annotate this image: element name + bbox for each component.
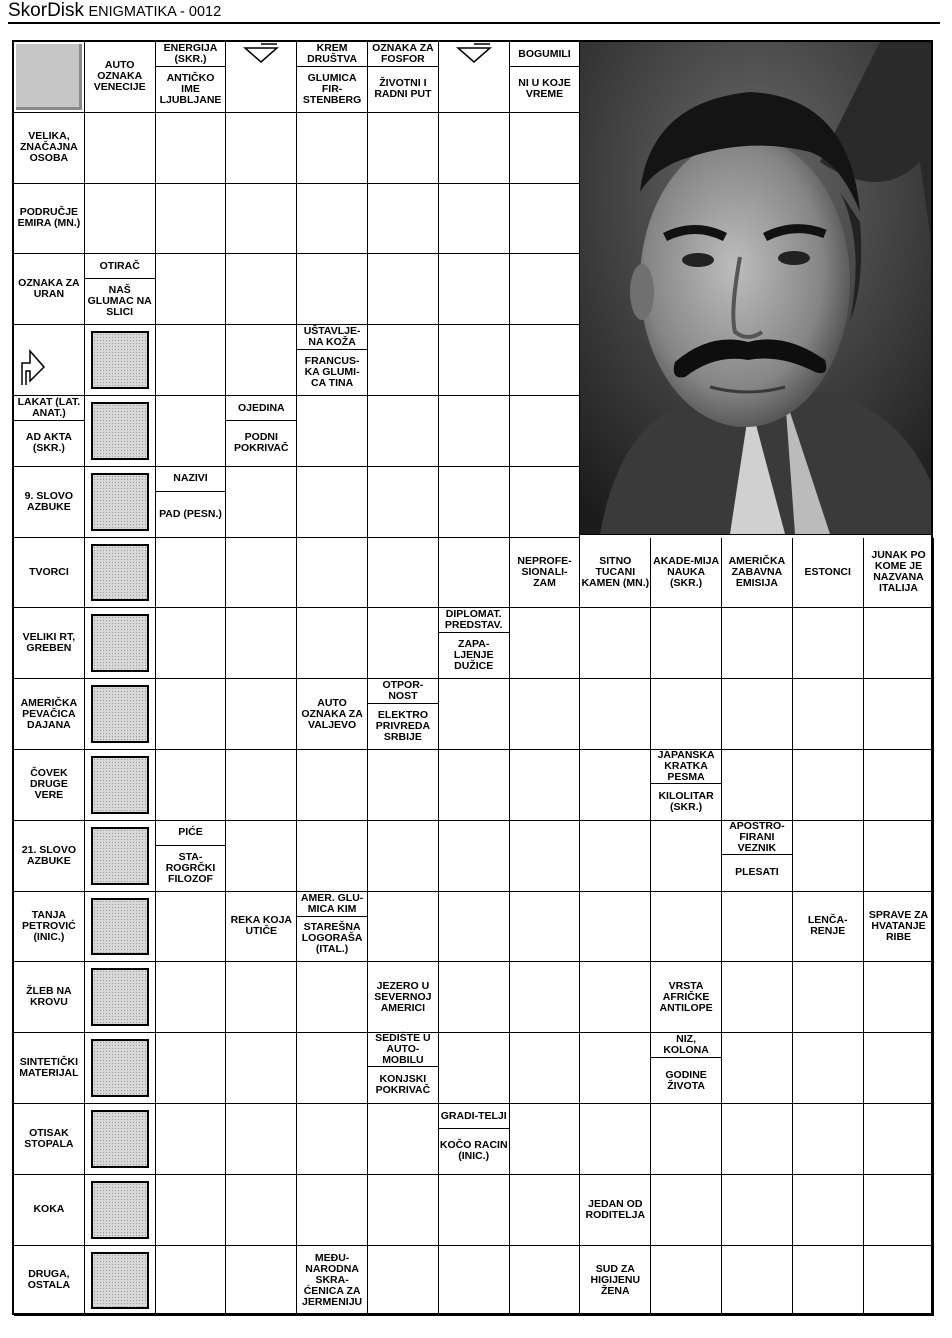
answer-cell[interactable] [439,538,510,609]
clue-text: AMER. GLU-MICA KIM [300,891,364,915]
answer-cell[interactable] [510,396,581,467]
answer-cell[interactable] [864,608,935,679]
clue-text: KILOLITAR (SKR.) [651,783,721,820]
clue-text: LAKAT (LAT. ANAT.) [17,396,81,419]
answer-cell[interactable] [510,113,581,184]
clue-cell [14,892,85,963]
answer-cell[interactable] [226,608,297,679]
answer-cell[interactable] [722,1104,793,1175]
brand-name: SkorDisk [8,0,85,21]
answer-cell[interactable] [226,184,297,255]
clue-text: NAŠ GLUMAC NA SLICI [85,278,155,324]
answer-cell[interactable] [156,254,227,325]
clue-cell [368,42,439,113]
answer-cell[interactable] [226,1104,297,1175]
answer-cell[interactable] [156,892,227,963]
clue-cell [14,679,85,750]
answer-cell[interactable] [226,1033,297,1104]
answer-cell[interactable] [156,538,227,609]
shaded-square [91,614,149,672]
answer-cell[interactable] [226,325,297,396]
clue-cell [14,184,85,255]
answer-cell[interactable] [793,1175,864,1246]
clue-cell [651,750,722,821]
shaded-block [85,1246,156,1317]
answer-cell[interactable] [864,1033,935,1104]
clue-text: SUD ZA HIGIJENU ŽENA [590,1262,641,1297]
clue-text: NI U KOJE VREME [510,66,580,112]
clue-text: AMERIČKA ZABAVNA EMISIJA [728,554,786,589]
answer-cell[interactable] [864,1246,935,1317]
clue-text: VRSTA AFRIČKE ANTILOPE [659,979,713,1014]
shaded-block [85,325,156,396]
clue-text: BOGUMILI [518,47,571,60]
clue-text: LENČA-RENJE [807,914,848,938]
clue-text: PODRUČJE EMIRA (MN.) [17,206,81,230]
page-header [8,0,940,24]
clue-cell [156,821,227,892]
answer-cell[interactable] [297,184,368,255]
shaded-block [85,467,156,538]
clue-cell [297,42,368,113]
answer-cell[interactable] [439,184,510,255]
clue-cell [297,325,368,396]
answer-cell[interactable] [722,962,793,1033]
clue-cell [14,1104,85,1175]
clue-text: AD AKTA (SKR.) [14,420,84,466]
shaded-square [91,968,149,1026]
corner-gray-square [16,44,82,110]
answer-cell[interactable] [439,1246,510,1317]
answer-cell[interactable] [651,892,722,963]
clue-text: SITNO TUCANI KAMEN (MN.) [581,554,650,589]
clue-text: SEDIŠTE U AUTO-MOBILU [375,1032,431,1067]
answer-cell[interactable] [510,608,581,679]
answer-cell[interactable] [156,396,227,467]
clue-cell [14,608,85,679]
clue-text: JUNAK PO KOME JE NAZVANA ITALIJA [871,549,926,595]
clue-cell [14,821,85,892]
answer-cell[interactable] [226,1246,297,1317]
answer-cell[interactable] [368,184,439,255]
clue-cell [14,750,85,821]
answer-cell[interactable] [510,962,581,1033]
answer-cell[interactable] [580,1104,651,1175]
answer-cell[interactable] [156,750,227,821]
answer-cell[interactable] [793,750,864,821]
answer-cell[interactable] [793,821,864,892]
shaded-block [85,679,156,750]
answer-cell[interactable] [156,1104,227,1175]
clue-cell [580,538,651,609]
shaded-square [91,685,149,743]
answer-cell[interactable] [226,750,297,821]
clue-cell [226,396,297,467]
clue-cell [864,892,935,963]
answer-cell[interactable] [580,892,651,963]
right-arrow-icon [16,333,56,393]
clue-cell [85,254,156,325]
answer-cell[interactable] [580,962,651,1033]
answer-cell[interactable] [439,892,510,963]
shaded-block [85,892,156,963]
answer-cell[interactable] [793,1033,864,1104]
answer-cell[interactable] [156,679,227,750]
shaded-block [85,750,156,821]
clue-cell [14,962,85,1033]
clue-text: ENERGIJA (SKR.) [163,42,218,65]
clue-text: OTISAK STOPALA [24,1126,74,1150]
answer-cell[interactable] [510,821,581,892]
answer-cell[interactable] [297,538,368,609]
shaded-block [85,1175,156,1246]
clue-text: JEZERO U SEVERNOJ AMERICI [374,979,432,1014]
clue-cell [722,821,793,892]
clue-cell [793,892,864,963]
answer-cell[interactable] [439,821,510,892]
answer-cell[interactable] [156,1175,227,1246]
answer-cell[interactable] [722,1246,793,1317]
clue-text: DIPLOMAT. PREDSTAV. [444,608,503,632]
shaded-block [85,821,156,892]
answer-cell[interactable] [722,608,793,679]
answer-cell[interactable] [297,467,368,538]
clue-text: NAZIVI [173,472,208,485]
answer-cell[interactable] [580,608,651,679]
clue-cell [297,1246,368,1317]
answer-cell[interactable] [510,325,581,396]
answer-cell[interactable] [793,962,864,1033]
puzzle-title: ENIGMATIKA - 0012 [88,4,222,20]
answer-cell[interactable] [226,1175,297,1246]
clue-text: KONJSKI POKRIVAČ [368,1066,438,1103]
answer-cell[interactable] [368,821,439,892]
answer-cell[interactable] [226,679,297,750]
shaded-block [85,396,156,467]
clue-text: PAD (PESN.) [156,491,226,537]
shaded-block [85,962,156,1033]
corner-image-cell [14,42,85,113]
portrait-image [580,42,931,534]
answer-cell[interactable] [864,962,935,1033]
clue-text: GRADI-TELJI [440,1109,507,1122]
clue-cell [580,1175,651,1246]
answer-cell[interactable] [510,1033,581,1104]
answer-cell[interactable] [156,325,227,396]
clue-text: NEPROFE-SIONALI-ZAM [517,554,572,589]
answer-cell[interactable] [297,113,368,184]
answer-cell[interactable] [368,750,439,821]
answer-cell[interactable] [439,962,510,1033]
clue-cell [226,892,297,963]
answer-cell[interactable] [297,1175,368,1246]
shaded-block [85,538,156,609]
clue-text: PLESATI [722,854,792,891]
answer-cell[interactable] [651,608,722,679]
down-arrow-icon [454,42,494,72]
answer-cell[interactable] [439,750,510,821]
answer-cell[interactable] [368,608,439,679]
arrow-right-cell [14,325,85,396]
answer-cell[interactable] [297,396,368,467]
answer-cell[interactable] [864,679,935,750]
clue-text: VELIKA, ZNAČAJNA OSOBA [20,130,78,165]
answer-cell[interactable] [722,1175,793,1246]
answer-cell[interactable] [226,467,297,538]
shaded-square [91,402,149,460]
shaded-block [85,608,156,679]
answer-cell[interactable] [368,396,439,467]
clue-text: SINTETIČKI MATERIJAL [19,1056,79,1080]
answer-cell[interactable] [439,113,510,184]
answer-cell[interactable] [297,1104,368,1175]
clue-text: PODNI POKRIVAČ [226,420,296,466]
clue-cell [368,1033,439,1104]
clue-cell [14,538,85,609]
answer-cell[interactable] [156,1033,227,1104]
answer-cell[interactable] [793,1104,864,1175]
clue-text: OTPOR-NOST [382,679,424,703]
clue-text: FRANCUS-KA GLUMI-CA TINA [297,349,367,395]
shaded-square [91,827,149,885]
clue-cell [651,538,722,609]
answer-cell[interactable] [368,892,439,963]
clue-text: JEDAN OD RODITELJA [585,1197,646,1221]
answer-cell[interactable] [793,608,864,679]
answer-cell[interactable] [85,184,156,255]
answer-cell[interactable] [156,184,227,255]
clue-cell [439,608,510,679]
answer-cell[interactable] [439,467,510,538]
answer-cell[interactable] [156,608,227,679]
answer-cell[interactable] [580,750,651,821]
answer-cell[interactable] [651,1104,722,1175]
clue-text: VELIKI RT, GREBEN [22,631,76,655]
clue-text: AUTO OZNAKA ZA VALJEVO [301,696,363,731]
answer-cell[interactable] [864,1175,935,1246]
answer-cell[interactable] [510,679,581,750]
clue-text: STAREŠNA LOGORAŠA (ITAL.) [297,916,367,962]
clue-cell [722,538,793,609]
answer-cell[interactable] [368,1175,439,1246]
clue-cell [368,679,439,750]
answer-cell[interactable] [297,608,368,679]
shaded-square [91,1110,149,1168]
answer-cell[interactable] [580,821,651,892]
clue-text: AKADE-MIJA NAUKA (SKR.) [653,554,720,589]
answer-cell[interactable] [297,1033,368,1104]
answer-cell[interactable] [226,821,297,892]
clue-cell [651,1033,722,1104]
clue-text: PIĆE [178,826,203,839]
answer-cell[interactable] [510,254,581,325]
answer-cell[interactable] [722,1033,793,1104]
clue-text: ŽIVOTNI I RADNI PUT [368,66,438,112]
answer-cell[interactable] [580,679,651,750]
down-arrow-icon [241,42,281,72]
answer-cell[interactable] [864,1104,935,1175]
clue-cell [85,42,156,113]
answer-cell[interactable] [297,254,368,325]
answer-cell[interactable] [439,679,510,750]
answer-cell[interactable] [722,892,793,963]
answer-cell[interactable] [651,1246,722,1317]
shaded-square [91,1039,149,1097]
clue-text: OJEDINA [237,401,285,414]
clue-cell [14,113,85,184]
answer-cell[interactable] [510,1175,581,1246]
shaded-square [91,473,149,531]
clue-text: AUTO OZNAKA VENECIJE [93,59,146,94]
answer-cell[interactable] [651,679,722,750]
answer-cell[interactable] [580,1033,651,1104]
clue-text: GODINE ŽIVOTA [651,1057,721,1103]
clue-text: TVORCI [29,565,69,578]
clue-text: STA-ROGRČKI FILOZOF [156,845,226,891]
answer-cell[interactable] [368,1104,439,1175]
answer-cell[interactable] [156,962,227,1033]
answer-cell[interactable] [156,1246,227,1317]
clue-cell [297,679,368,750]
clue-cell [297,892,368,963]
answer-cell[interactable] [510,184,581,255]
clue-cell [156,467,227,538]
answer-cell[interactable] [297,821,368,892]
clue-cell [14,254,85,325]
clue-text: ZAPA-LJENJE DUŽICE [439,632,509,678]
clue-cell [793,538,864,609]
answer-cell[interactable] [368,254,439,325]
clue-cell [14,467,85,538]
clue-text: GLUMICA FIR-STENBERG [297,66,367,112]
clue-text: MEĐU-NARODNA SKRA-ĆENICA ZA JERMENIJU [302,1251,363,1308]
clue-text: KOKA [33,1203,65,1216]
answer-cell[interactable] [297,962,368,1033]
clue-text: ŽLEB NA KROVU [26,985,72,1009]
clue-text: REKA KOJA UTIČE [230,914,293,938]
clue-text: NIZ, KOLONA [663,1033,709,1057]
answer-cell[interactable] [439,1175,510,1246]
answer-cell[interactable] [510,1104,581,1175]
answer-cell[interactable] [651,821,722,892]
answer-cell[interactable] [226,538,297,609]
clue-text: APOSTRO-FIRANI VEZNIK [729,819,785,854]
clue-cell [368,962,439,1033]
answer-cell[interactable] [368,467,439,538]
shaded-block [85,1104,156,1175]
clue-text: KOČO RACIN (INIC.) [439,1128,509,1174]
shaded-square [91,1252,149,1310]
clue-text: KREM DRUŠTVA [307,42,358,65]
arrow-down-cell [439,42,510,113]
shaded-square [91,331,149,389]
clue-text: 21. SLOVO AZBUKE [21,843,77,867]
answer-cell[interactable] [722,679,793,750]
answer-cell[interactable] [510,467,581,538]
answer-cell[interactable] [510,892,581,963]
clue-cell [439,1104,510,1175]
clue-cell [14,396,85,467]
crossword-grid [12,40,933,1315]
clue-text: ELEKTRO PRIVREDA SRBIJE [368,703,438,749]
answer-cell[interactable] [156,113,227,184]
clue-text: TANJA PETROVIĆ (INIC.) [22,908,76,943]
clue-cell [651,962,722,1033]
answer-cell[interactable] [368,538,439,609]
clue-cell [14,1033,85,1104]
clue-text: ESTONCI [804,565,851,578]
clue-cell [14,1175,85,1246]
shaded-square [91,898,149,956]
shaded-square [91,1181,149,1239]
answer-cell[interactable] [226,113,297,184]
clue-text: ANTIČKO IME LJUBLJANE [156,66,226,112]
answer-cell[interactable] [651,1175,722,1246]
answer-cell[interactable] [85,113,156,184]
answer-cell[interactable] [439,325,510,396]
answer-cell[interactable] [368,325,439,396]
clue-cell [14,1246,85,1317]
clue-cell [580,1246,651,1317]
answer-cell[interactable] [297,750,368,821]
answer-cell[interactable] [793,1246,864,1317]
clue-text: OZNAKA ZA FOSFOR [372,42,434,65]
arrow-down-cell [226,42,297,113]
clue-text: ČOVEK DRUGE VERE [29,767,68,802]
clue-cell [510,42,581,113]
clue-text: 9. SLOVO AZBUKE [24,489,74,513]
answer-cell[interactable] [368,113,439,184]
puzzle-photo [580,42,931,535]
answer-cell[interactable] [439,396,510,467]
answer-cell[interactable] [439,254,510,325]
answer-cell[interactable] [368,1246,439,1317]
answer-cell[interactable] [226,962,297,1033]
clue-text: OTIRAČ [99,259,140,272]
clue-text: UŠTAVLJE-NA KOŽA [303,325,361,349]
answer-cell[interactable] [510,750,581,821]
clue-cell [156,42,227,113]
answer-cell[interactable] [864,750,935,821]
answer-cell[interactable] [510,1246,581,1317]
answer-cell[interactable] [439,1033,510,1104]
clue-text: OZNAKA ZA URAN [18,277,80,301]
clue-text: SPRAVE ZA HVATANJE RIBE [868,908,929,943]
clue-text: AMERIČKA PEVAČICA DAJANA [20,696,78,731]
clue-cell [864,538,935,609]
answer-cell[interactable] [226,254,297,325]
shaded-square [91,544,149,602]
clue-text: JAPANSKA KRATKA PESMA [657,749,715,783]
shaded-block [85,1033,156,1104]
answer-cell[interactable] [793,679,864,750]
answer-cell[interactable] [722,750,793,821]
shaded-square [91,756,149,814]
answer-cell[interactable] [864,821,935,892]
clue-cell [510,538,581,609]
clue-text: DRUGA, OSTALA [27,1268,71,1292]
